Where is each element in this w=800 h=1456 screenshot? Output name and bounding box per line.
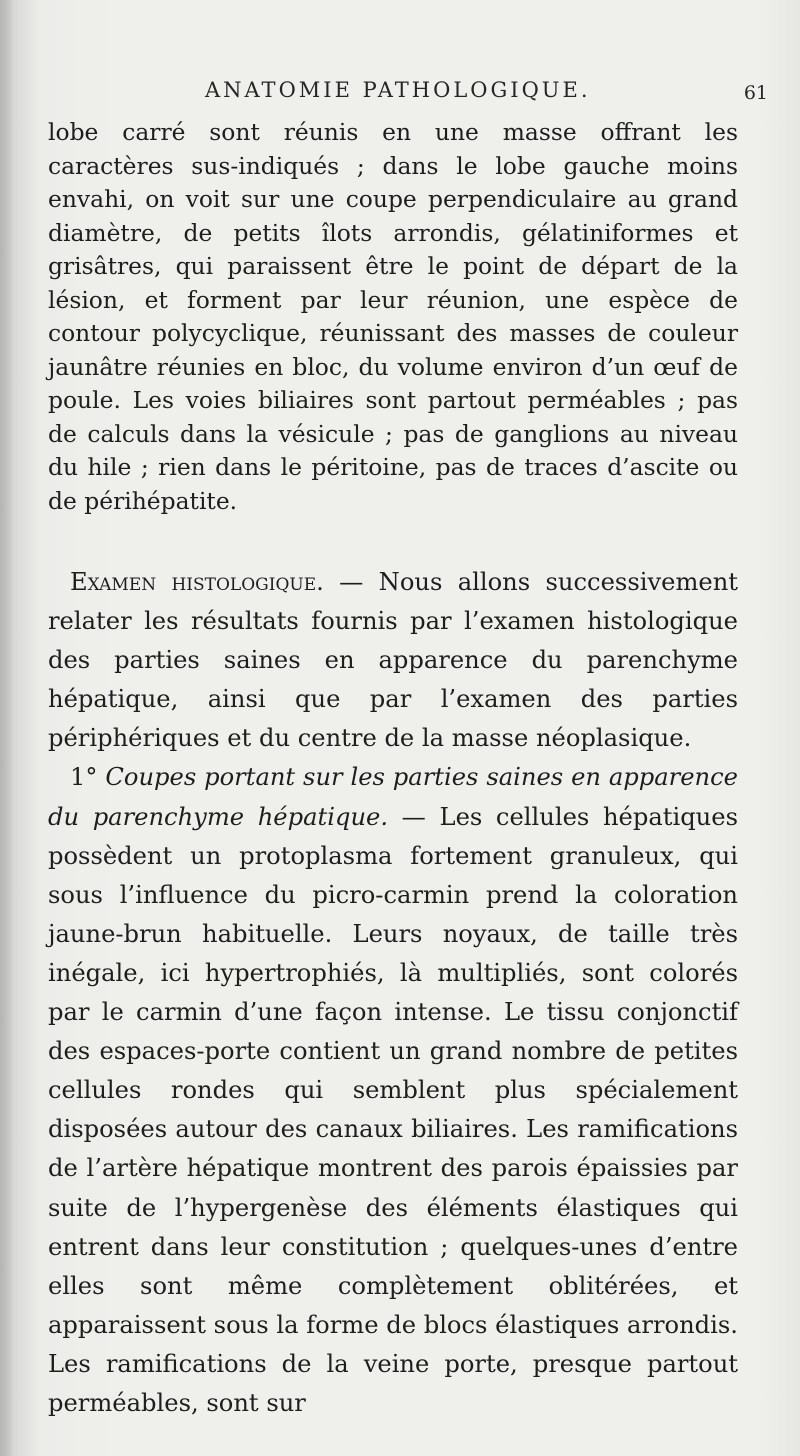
text-block-histology (48, 563, 738, 1423)
item-number: 1° (70, 763, 98, 792)
paragraph-coupes (48, 758, 738, 1423)
page-header (0, 78, 800, 108)
running-head: ANATOMIE PATHOLOGIQUE. (205, 78, 591, 102)
page-number: 61 (743, 82, 768, 104)
paragraph-coupes-text: — Les cellules hépatiques possèdent un protoplasma fortement granuleux, qui sous l’influence du picro-carmin prend la coloration jaune-brun habituelle. Leurs noyaux, de taille très inégale, ici hypertrophiés, là multipliés, sont colorés par le carmin d’une façon intense. Le tissu conjonctif des espaces-porte contient un grand nombre de petites cellules rondes qui semblent plus spécialement disposées autour des canaux biliaires. Les ramifications de l’artère hépatique montrent des parois épaissies par suite de l’hypergenèse des éléments élastiques qui entrent dans leur constitution ; quelques-unes d’entre elles sont même complètement oblitérées, et apparaissent sous la forme de blocs élastiques arrondis. Les ramifications de la veine porte, presque partout perméables, sont sur (48, 802, 738, 1417)
subsection-heading-coupes: Coupes portant sur les parties saines en apparence du parenchyme hépatique. (48, 763, 738, 831)
paragraph-examen-text: — Nous allons successivement relater les résultats fournis par l’examen histologique des parties saines en apparence du parenchyme hépatique, ainsi que par l’examen des parties périphériques et du centre de la masse néoplasique. (48, 568, 738, 753)
section-heading-examen: Examen histologique. (70, 568, 324, 596)
binding-shadow (0, 0, 14, 1456)
text-block-top (48, 116, 738, 518)
paragraph-continuation: lobe carré sont réunis en une masse offrant les caractères sus-indiqués ; dans le lobe gauche moins envahi, on voit sur une coupe perpendiculaire au grand diamètre, de petits îlots arrondis, gélatiniformes et grisâtres, qui paraissent être le point de départ de la lésion, et forment par leur réunion, une espèce de contour polycyclique, réunissant des masses de couleur jaunâtre réunies en bloc, du volume environ d’un œuf de poule. Les voies biliaires sont partout perméables ; pas de calculs dans la vésicule ; pas de ganglions au niveau du hile ; rien dans le péritoine, pas de traces d’ascite ou de périhépatite. (48, 118, 738, 515)
paragraph-examen (48, 563, 738, 758)
